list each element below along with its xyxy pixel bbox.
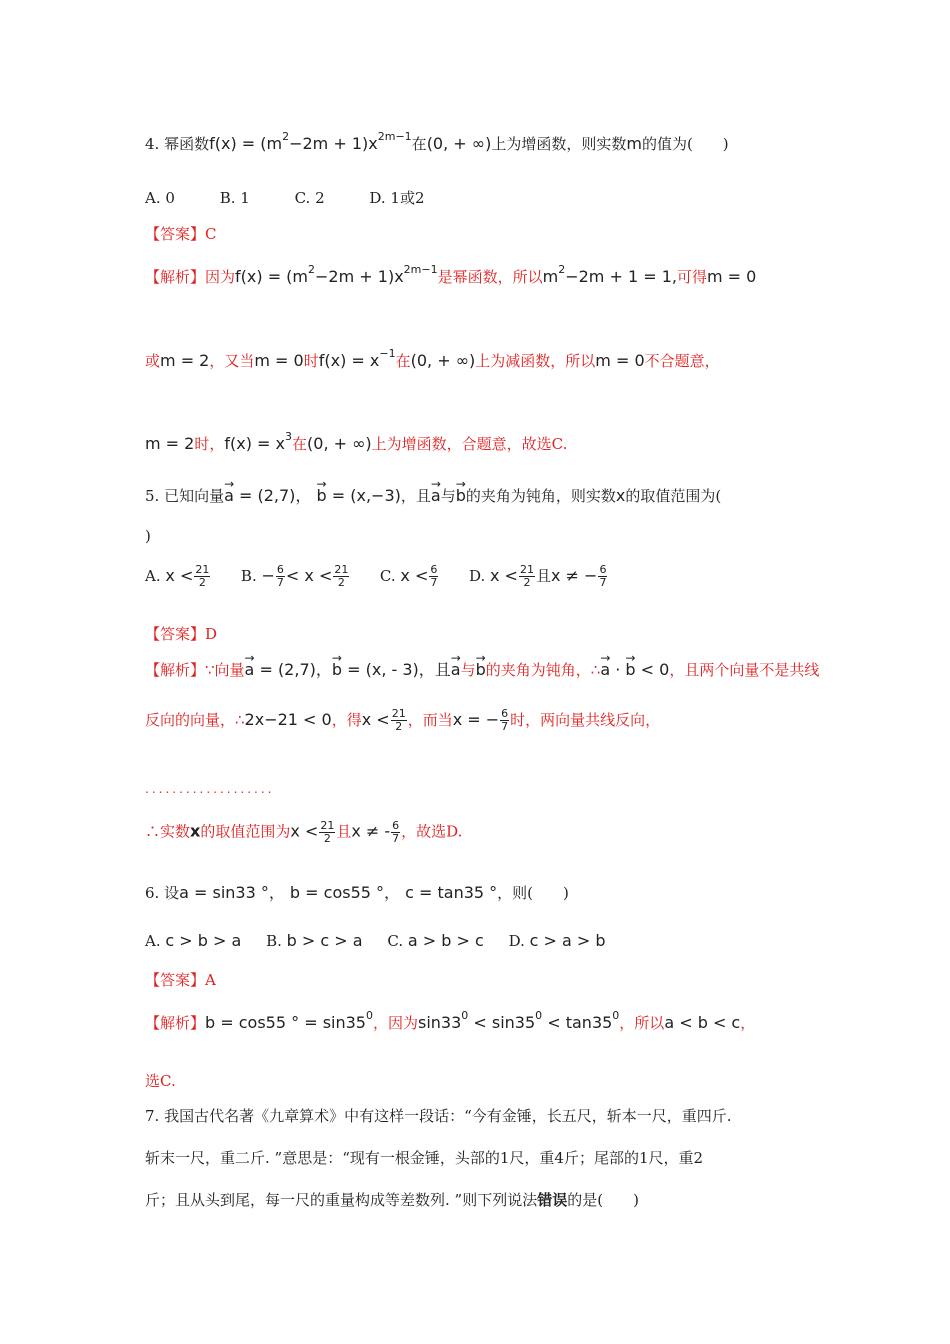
q5-answer: 【答案】D	[145, 625, 218, 643]
q5-solution-line2: 反向的向量，∴2x−21 < 0，得x < $\frac{21}{2}$ ，而当x = − $\frac{6}{7}$ 时，两向量共线反向，	[145, 707, 661, 733]
q4-solution-line1: 【解析】因为$f(x) = (m^2-2m + 1)x^{2m-1}$是幂函数，所以$m^2-2m + 1 = 1$,可得m = 0	[145, 263, 757, 286]
q5-dots: ...................	[145, 782, 275, 796]
q5-option-a: A. x < $\frac{21}{2}$	[145, 563, 210, 589]
q5-option-b: B. − $\frac{6}{7}$ < x < $\frac{21}{2}$	[240, 563, 349, 589]
q7-line1: 7. 我国古代名著《九章算术》中有这样一段话：“今有金锤，长五尺，斩本一尺，重四斤.	[145, 1107, 732, 1125]
q6-option-a: A. c > b > a	[145, 931, 242, 950]
q6-option-c: C. a > b > c	[387, 931, 484, 950]
q4-option-d: D. 1或2	[369, 189, 425, 207]
q5-option-c: C. x < $\frac{6}{7}$	[379, 563, 438, 589]
q6-stem: 6. 设a = sin33 °， b = cos55 °， c = tan35 °，则( )	[145, 883, 569, 902]
q4-option-b: B. 1	[219, 189, 250, 207]
q5-solution-line3: ∴实数x的取值范围为x < $\frac{21}{2}$ 且x ≠ - $\frac{6}{7}$ ，故选D.	[145, 819, 463, 845]
q5-stem: 5. 已知向量→ a = (2,7)， → b = (x,−3)，且→ a与→ b的夹角为钝角，则实数x的取值范围为(	[145, 485, 721, 507]
q6-solution-line2: 选C.	[145, 1072, 176, 1090]
q4-answer: 【答案】C	[145, 225, 217, 243]
q4-solution-line2: 或m = 2，又当m = 0时$f(x) = x^{-1}$在(0, + ∞)上为减函数，所以m = 0不合题意，	[145, 347, 720, 370]
q5-solution-line1: 【解析】∵向量→ a = (2,7)，→ b = (x, - 3)，且→ a与→ b的夹角为钝角，∴→ a · → b < 0，且两个向量不是共线	[145, 659, 819, 681]
q4-option-a: A. 0	[145, 189, 175, 207]
q5-option-d: D. x < $\frac{21}{2}$ 且x ≠ − $\frac{6}{7}$	[468, 563, 607, 589]
q4-options	[145, 187, 425, 209]
q6-solution-line1: 【解析】b = cos55 ° = $\sin 35^0$，因为$\sin 33^0 < \sin 35^0 < \tan 35^0$，所以a < b < c，	[145, 1009, 756, 1032]
q6-option-d: D. c > a > b	[508, 931, 606, 950]
q7-line3: 斤；且从头到尾，每一尺的重量构成等差数列. ”则下列说法错误的是( )	[145, 1191, 639, 1209]
q4-stem: 4. 幂函数$f(x) = (m^2-2m + 1)x^{2m-1}$在(0, + ∞)上为增函数，则实数m的值为( )	[145, 130, 729, 153]
q6-answer: 【答案】A	[145, 971, 216, 989]
q7-line2: 斩末一尺，重二斤. ”意思是：“现有一根金锤，头部的1尺，重4斤；尾部的1尺，重2	[145, 1149, 704, 1167]
q4-option-c: C. 2	[294, 189, 325, 207]
q5-options	[145, 564, 608, 589]
q6-options	[145, 930, 606, 952]
q4-solution-line3: m = 2时，$f(x) = x^3$在(0, + ∞)上为增函数，合题意，故选C.	[145, 430, 568, 453]
q6-option-b: B. b > c > a	[266, 931, 363, 950]
q5-stem-close: )	[145, 527, 151, 545]
